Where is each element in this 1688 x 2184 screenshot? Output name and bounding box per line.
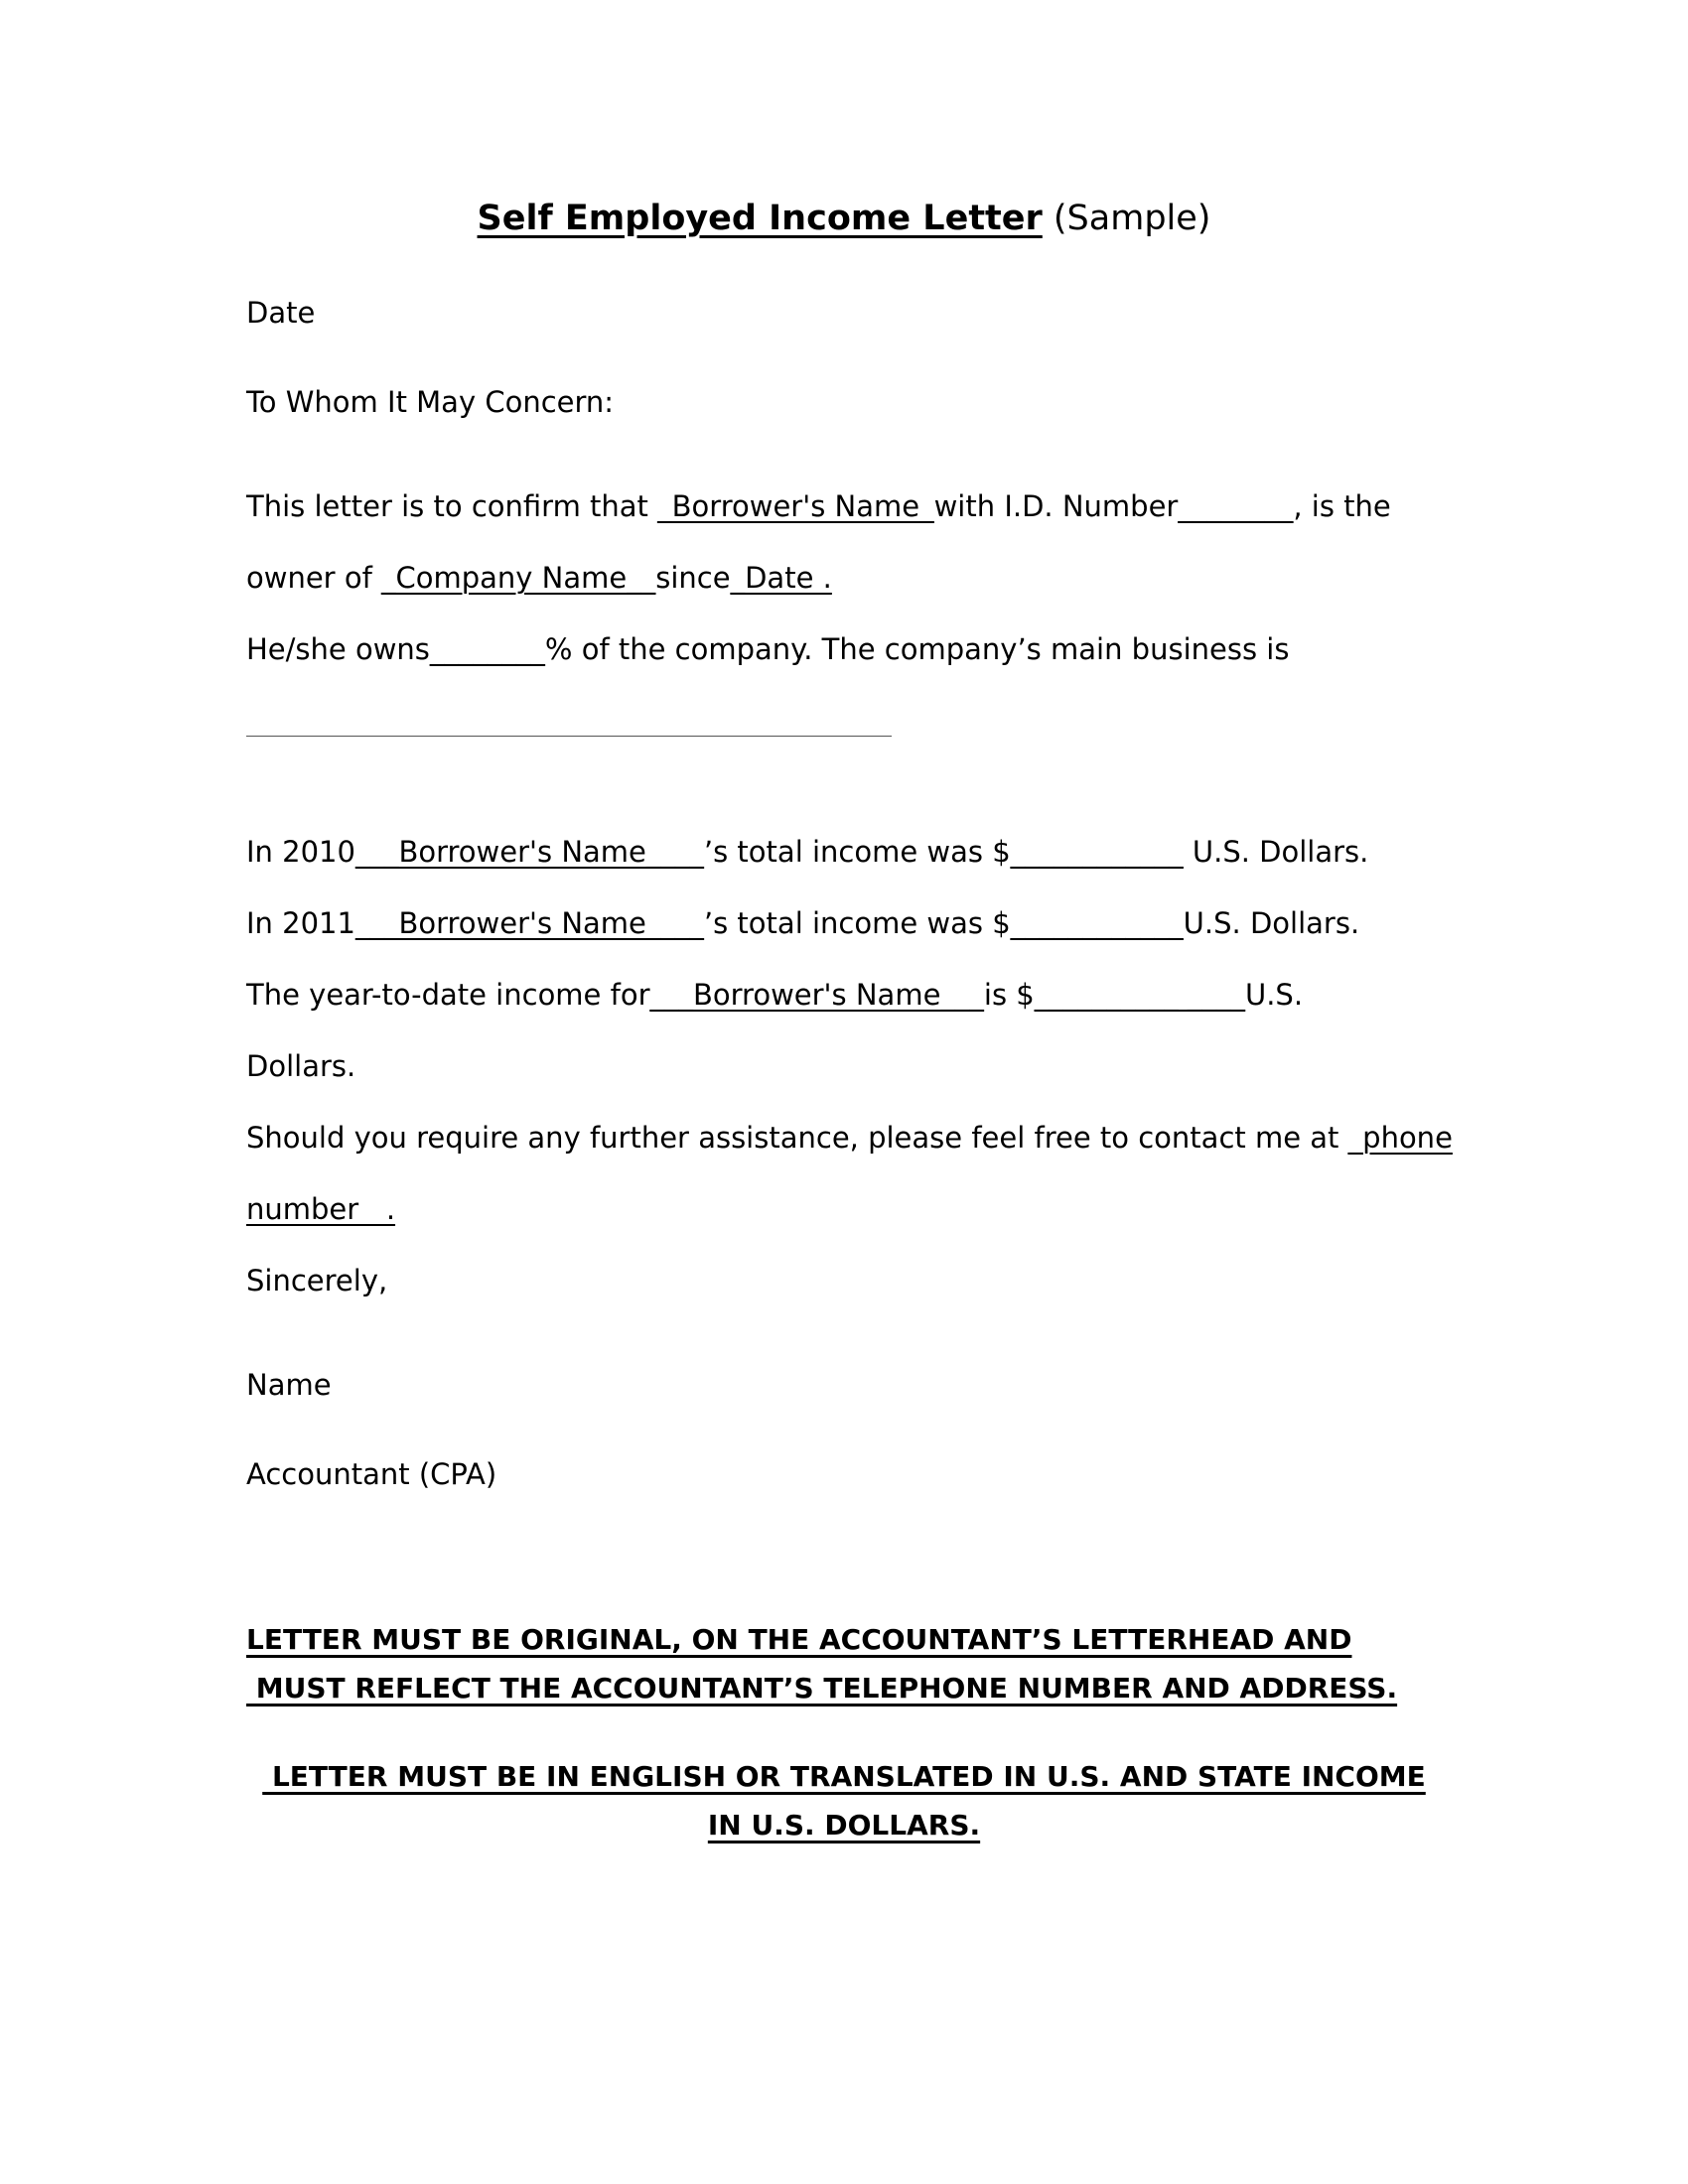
confirm-tail: , is the — [1293, 489, 1391, 523]
ytd-income-blank: __________ ____ — [1034, 978, 1245, 1012]
since-text: since — [655, 561, 731, 595]
borrower-name-field: ___Borrower's Name___ — [649, 978, 984, 1012]
year-2010-label: In 2010 — [246, 835, 355, 869]
owner-text: owner of — [246, 561, 381, 595]
title-suffix: (Sample) — [1042, 199, 1211, 238]
contact-line-continued — [246, 1189, 395, 1229]
income-text: ’s total income was $ — [703, 906, 1011, 940]
notice-original-line2: MUST REFLECT THE ACCOUNTANT’S TELEPHONE NUMBER AND ADDRESS. — [246, 1672, 1398, 1705]
id-number-label: with I.D. Number — [933, 489, 1179, 523]
confirm-line — [246, 486, 1391, 526]
income-2010-blank: ____________ — [1010, 835, 1184, 869]
contact-line — [246, 1118, 1453, 1158]
income-text: ’s total income was $ — [703, 835, 1011, 869]
ytd-income-line — [246, 975, 1303, 1015]
borrower-name-field: ___Borrower's Name____ — [354, 835, 704, 869]
owns-text: He/she owns — [246, 632, 430, 666]
income-2011-line — [246, 903, 1359, 943]
currency-text: U.S. Dollars. — [1183, 835, 1369, 869]
owner-line — [246, 558, 832, 598]
borrower-name-field: _Borrower's Name_ — [657, 489, 934, 523]
company-name-field: _Company Name__ — [381, 561, 656, 595]
year-2011-label: In 2011 — [246, 906, 355, 940]
income-2011-blank: ____________ — [1010, 906, 1184, 940]
date-line: Date — [246, 296, 316, 330]
currency-text: U.S. Dollars. — [1183, 906, 1360, 940]
document-title — [0, 195, 1688, 242]
ownership-percent-blank: ________ — [429, 632, 545, 666]
since-date-field: _Date . — [730, 561, 832, 595]
ytd-is-text: is $ — [983, 978, 1035, 1012]
notice-english-line1: LETTER MUST BE IN ENGLISH OR TRANSLATED IN U.S. AND STATE INCOME — [262, 1760, 1426, 1793]
phone-field: _phone — [1347, 1121, 1453, 1155]
ytd-continuation: Dollars. — [246, 1049, 356, 1083]
title-main: Self Employed Income Letter — [477, 199, 1043, 238]
closing: Sincerely, — [246, 1264, 388, 1297]
currency-text: U.S. — [1244, 978, 1304, 1012]
signature-title: Accountant (CPA) — [246, 1457, 497, 1491]
contact-text: Should you require any further assistance, please feel free to contact me at — [246, 1121, 1348, 1155]
salutation: To Whom It May Concern: — [246, 385, 615, 419]
signature-name: Name — [246, 1368, 332, 1402]
notice-original-line1: LETTER MUST BE ORIGINAL, ON THE ACCOUNTANT’S LETTERHEAD AND — [246, 1623, 1352, 1656]
confirm-text: This letter is to confirm that — [246, 489, 658, 523]
income-2010-line — [246, 832, 1368, 872]
business-text: % of the company. The company’s main business is — [544, 632, 1290, 666]
main-business-blank — [246, 736, 892, 737]
ytd-label: The year-to-date income for — [246, 978, 650, 1012]
borrower-name-field: ___Borrower's Name____ — [354, 906, 704, 940]
id-number-blank: ________ — [1178, 489, 1294, 523]
ownership-line — [246, 629, 1289, 669]
phone-field-continued: number . — [246, 1192, 396, 1226]
notice-english-line2: IN U.S. DOLLARS. — [707, 1809, 981, 1842]
